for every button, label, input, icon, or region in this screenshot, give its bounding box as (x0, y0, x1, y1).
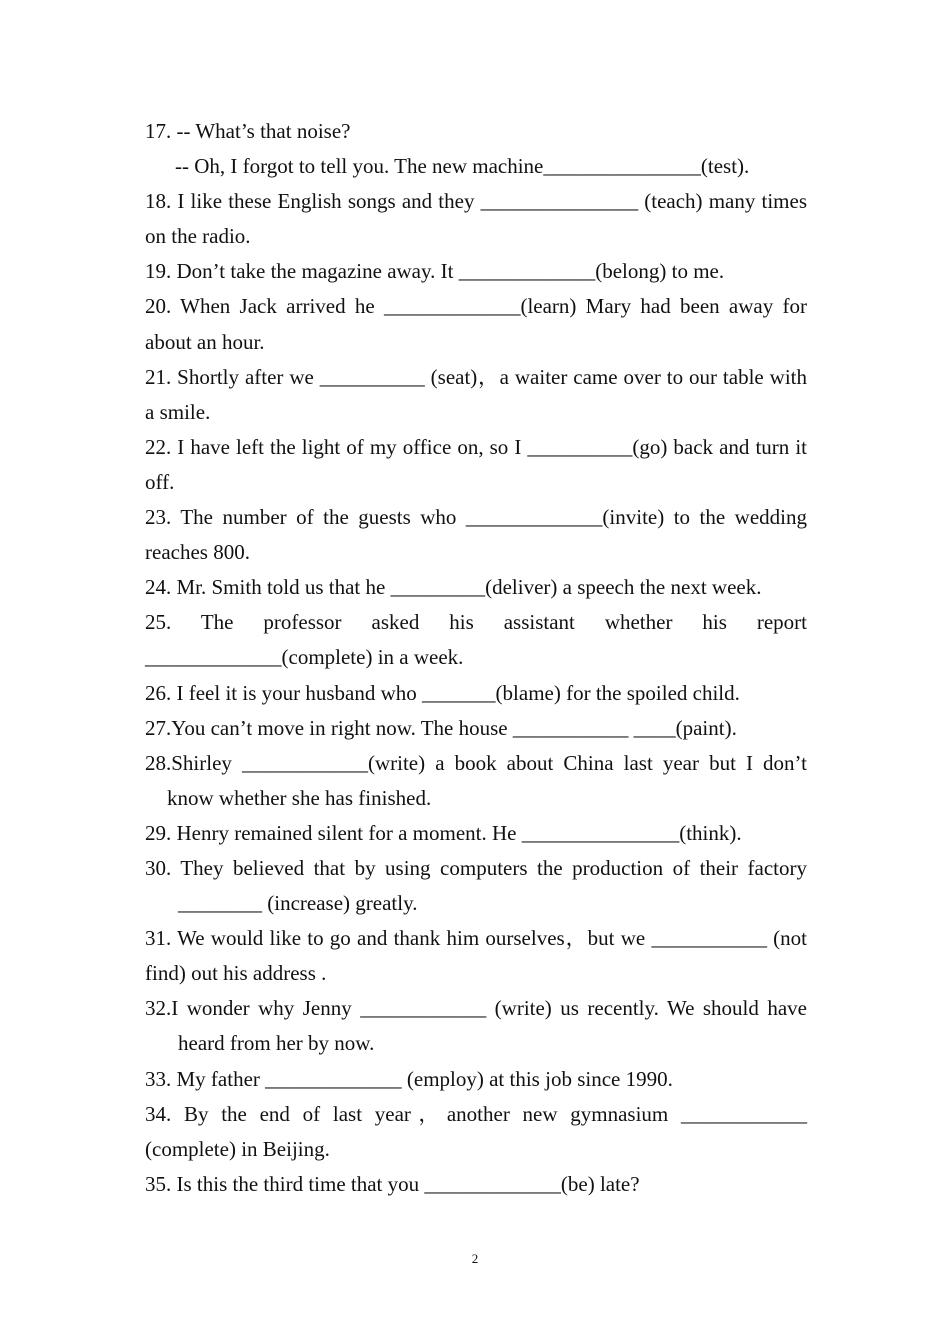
question-17-reply: -- Oh, I forgot to tell you. The new machine_______________(test). (175, 154, 750, 179)
question-25-continued: _____________(complete) in a week. (145, 645, 464, 670)
question-24: 24. Mr. Smith told us that he _________(deliver) a speech the next week. (145, 575, 762, 600)
question-20: 20. When Jack arrived he _____________(learn) Mary had been away for about an hour. (145, 294, 807, 354)
question-22: 22. I have left the light of my office on, so I __________(go) back and turn it off. (145, 434, 807, 494)
question-21: 21. Shortly after we __________ (seat)，a waiter came over to our table with a smile. (145, 364, 807, 424)
question-28: 28.Shirley ____________(write) a book about China last year but I don’t know whether she has finished. (145, 750, 807, 810)
question-32: 32.I wonder why Jenny ____________ (write) us recently. We should have heard from her by now. (145, 996, 807, 1056)
question-29: 29. Henry remained silent for a moment. He _______________(think). (145, 820, 742, 845)
question-25: 25. The professor asked his assistant whether his report (145, 610, 807, 635)
question-19: 19. Don’t take the magazine away. It _____________(belong) to me. (145, 259, 725, 284)
question-23: 23. The number of the guests who _____________(invite) to the wedding reaches 800. (145, 505, 807, 565)
question-35: 35. Is this the third time that you _____________(be) late? (145, 1171, 640, 1196)
question-30: 30. They believed that by using computers the production of their factory ________ (increase) greatly. (145, 855, 807, 916)
question-17: 17. -- What’s that noise? (145, 119, 351, 143)
exercise-list (145, 114, 807, 1202)
question-27: 27.You can’t move in right now. The house ___________ ____(paint). (145, 715, 737, 740)
page-number: 2 (471, 1251, 479, 1266)
question-34: 34. By the end of last year，another new gymnasium ____________ (complete) in Beijing. (145, 1101, 807, 1161)
question-18: 18. I like these English songs and they _______________ (teach) many times on the radio. (145, 189, 807, 249)
question-31: 31. We would like to go and thank him ourselves，but we ___________ (not find) out his address . (145, 926, 807, 986)
question-26: 26. I feel it is your husband who _______(blame) for the spoiled child. (145, 680, 740, 705)
question-33: 33. My father _____________ (employ) at this job since 1990. (145, 1066, 673, 1091)
